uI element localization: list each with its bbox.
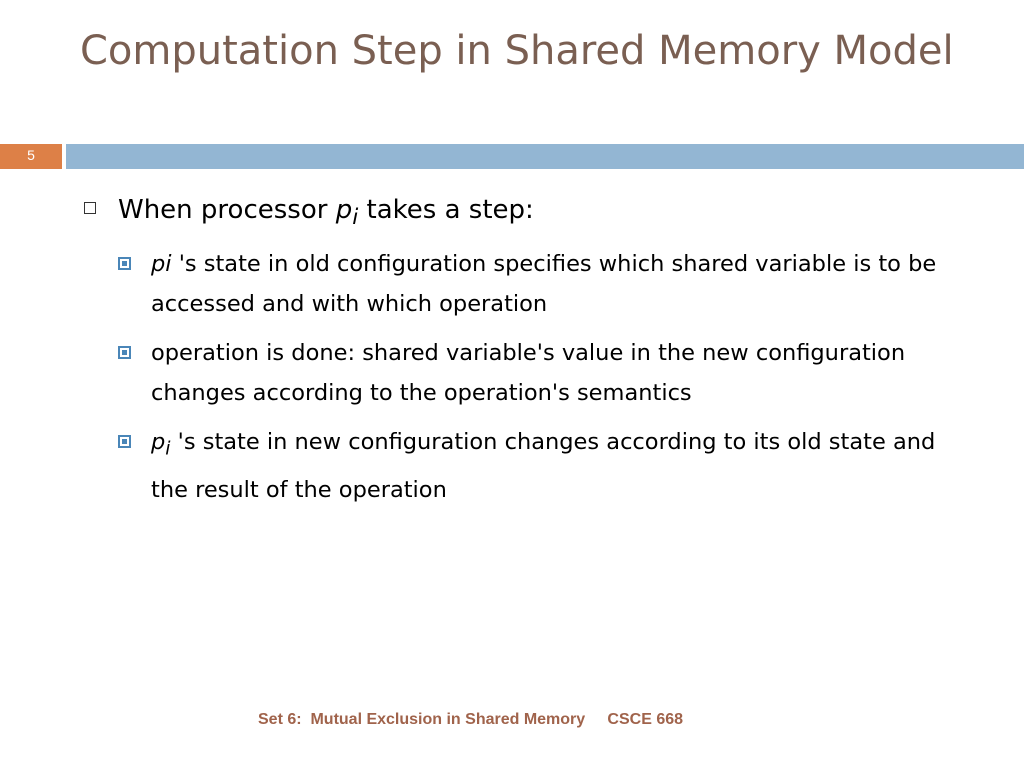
processor-subscript: i [352, 205, 359, 231]
sub-bullet-text: operation is done: shared variable's value in the new configuration changes according to the operation's semantics [151, 340, 906, 407]
sub-bullet [118, 244, 961, 324]
hollow-square-bullet-icon [84, 202, 96, 214]
bullet-lead-text: When processor [118, 195, 336, 225]
sub-bullet-text: 's state in old configuration specifies which shared variable is to be accessed and with which operation [151, 251, 937, 318]
footer-course: CSCE 668 [607, 711, 684, 728]
sub-bullet [118, 422, 961, 510]
slide-number: 5 [27, 147, 35, 163]
title-divider-bar [66, 144, 1024, 169]
processor-var: p [335, 195, 353, 225]
sub-bullet-var: p [151, 429, 166, 456]
slide-title: Computation Step in Shared Memory Model [80, 28, 954, 74]
sub-bullet-var: pi [151, 251, 172, 278]
bullet-level-1 [84, 190, 984, 238]
filled-square-bullet-icon [118, 257, 131, 270]
filled-square-bullet-icon [118, 346, 131, 359]
sub-bullet-text: 's state in new configuration changes according to its old state and the result of the operation [151, 429, 936, 503]
bullet-tail-text: takes a step: [358, 195, 534, 225]
slide-body [84, 190, 984, 519]
sub-bullet-subscript: i [165, 438, 171, 460]
slide-footer [258, 711, 683, 729]
filled-square-bullet-icon [118, 435, 131, 448]
sub-bullet [118, 333, 961, 413]
footer-set-title: Set 6: Mutual Exclusion in Shared Memory [258, 711, 586, 728]
